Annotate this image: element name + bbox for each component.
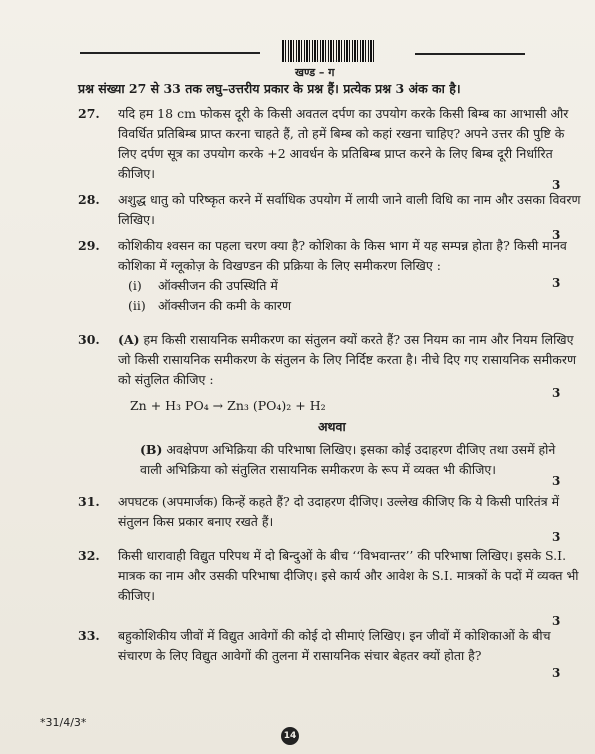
part-label: (B) — [140, 442, 163, 457]
question-30-part-b — [140, 440, 560, 480]
question-33 — [78, 626, 583, 666]
page-number-badge: 14 — [281, 727, 299, 745]
question-27-marks: 3 — [552, 178, 561, 192]
question-28-marks: 3 — [552, 228, 561, 242]
section-title: खण्ड – ग — [295, 66, 335, 79]
question-text: किसी धारावाही विद्युत परिपथ में दो बिन्दुओं के बीच ‘‘विभवान्तर’’ की परिभाषा लिखिए। इसके S.I. मात्रक का नाम और उसकी परिभाषा दीजिए। इसे कार्य और आवेश के S.I. मात्रकों के पदों में व्यक्त भी कीजिए। — [118, 548, 579, 603]
question-number: 31. — [78, 494, 100, 509]
question-30-part-a — [78, 330, 583, 416]
header-rule-right — [415, 53, 525, 55]
part-b-text: अवक्षेपण अभिक्रिया की परिभाषा लिखिए। इसका कोई उदाहरण दीजिए तथा उसमें होने वाली अभिक्रिया को संतुलित रासायनिक समीकरण के रूप में व्यक्त भी कीजिए। — [140, 442, 556, 477]
question-number: 33. — [78, 628, 100, 643]
subpart-text: ऑक्सीजन की उपस्थिति में — [157, 278, 278, 293]
question-text: अशुद्ध धातु को परिष्कृत करने में सर्वाधिक उपयोग में लायी जाने वाली विधि का नाम और उसका विवरण लिखिए। — [118, 192, 581, 227]
question-text — [118, 330, 583, 390]
question-31 — [78, 492, 583, 532]
subpart-label: (ii) — [128, 298, 146, 313]
question-28 — [78, 190, 583, 230]
chemical-equation: Zn + H₃ PO₄ → Zn₃ (PO₄)₂ + H₂ — [130, 398, 326, 413]
question-number: 27. — [78, 106, 100, 121]
barcode-image — [282, 40, 374, 62]
question-30-part-a-marks: 3 — [552, 386, 561, 400]
header-rule-left — [80, 52, 260, 54]
subpart-label: (i) — [128, 278, 142, 293]
question-number: 32. — [78, 548, 100, 563]
section-instructions: प्रश्न संख्या 27 से 33 तक लघु–उत्तरीय प्रकार के प्रश्न हैं। प्रत्येक प्रश्न 3 अंक का है। — [78, 81, 461, 96]
question-29 — [78, 236, 583, 316]
paper-code: *31/4/3* — [40, 716, 87, 729]
question-number: 30. — [78, 332, 100, 347]
subpart-text: ऑक्सीजन की कमी के कारण — [157, 298, 292, 313]
question-31-marks: 3 — [552, 530, 561, 544]
question-text: कोशिकीय श्वसन का पहला चरण क्या है? कोशिका के किस भाग में यह सम्पन्न होता है? किसी मानव कोशिका में ग्लूकोज़ के विखण्डन की प्रक्रिया के लिए समीकरण लिखिए : — [118, 238, 567, 273]
subpart-ii — [118, 296, 583, 316]
subpart-i — [118, 276, 583, 296]
question-33-marks: 3 — [552, 666, 561, 680]
question-29-marks: 3 — [552, 276, 561, 290]
question-text: यदि हम 18 cm फोकस दूरी के किसी अवतल दर्पण का उपयोग करके किसी बिम्ब का आभासी और विवर्धित प्रतिबिम्ब प्राप्त करना चाहते हैं, तो हमें बिम्ब को कहां रखना चाहिए? अपने उत्तर की पुष्टि के लिए दर्पण सूत्र का उपयोग करके +2 आवर्धन के प्रतिबिम्ब प्राप्त करने के लिए बिम्ब दूरी निर्धारित कीजिए। — [118, 106, 569, 181]
question-27 — [78, 104, 583, 184]
question-text: बहुकोशिकीय जीवों में विद्युत आवेगों की कोई दो सीमाएं लिखिए। इन जीवों में कोशिकाओं के बीच संचारण के लिए विद्युत आवेगों की तुलना में रासायनिक संचार बेहतर क्यों होता है? — [118, 628, 551, 663]
part-a-text: हम किसी रासायनिक समीकरण का संतुलन क्यों करते हैं? उस नियम का नाम और नियम लिखिए जो किसी रासायनिक समीकरण के संतुलन के लिए निर्दिष्ट करता है। नीचे दिए गए रासायनिक समीकरण को संतुलित कीजिए : — [118, 332, 577, 387]
question-number: 29. — [78, 238, 100, 253]
question-number: 28. — [78, 192, 100, 207]
or-label: अथवा — [318, 419, 346, 434]
question-text: अपघटक (अपमार्जक) किन्हें कहते हैं? दो उदाहरण दीजिए। उल्लेख कीजिए कि ये किसी पारितंत्र में संतुलन किस प्रकार बनाए रखते हैं। — [118, 494, 560, 529]
question-32 — [78, 546, 583, 606]
question-32-marks: 3 — [552, 614, 561, 628]
question-30-part-b-marks: 3 — [552, 474, 561, 488]
question-text — [140, 440, 560, 480]
part-label: (A) — [118, 332, 140, 347]
